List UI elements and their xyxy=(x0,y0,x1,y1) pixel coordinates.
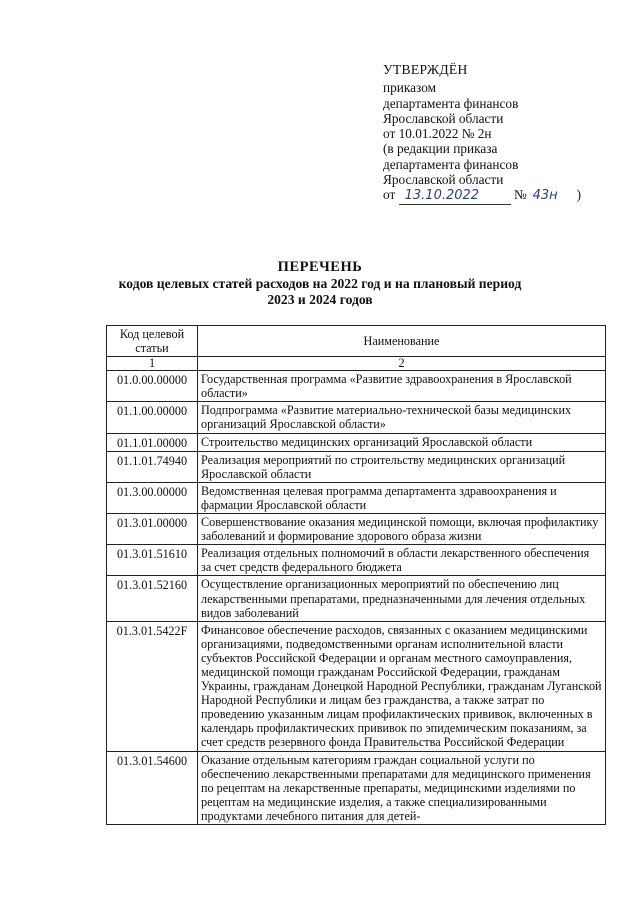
row-name: Строительство медицинских организаций Ярославской области xyxy=(198,433,606,451)
row-code: 01.3.01.52160 xyxy=(107,576,198,621)
row-code: 01.1.00.00000 xyxy=(107,402,198,433)
document-title xyxy=(100,258,540,308)
table-header-row xyxy=(107,326,606,357)
approval-amendment-line xyxy=(383,187,623,204)
table-row xyxy=(107,621,606,751)
column-number: 1 xyxy=(107,357,198,371)
table-row xyxy=(107,371,606,402)
approval-line: от 10.01.2022 № 2н xyxy=(383,126,492,142)
header-name: Наименование xyxy=(198,326,606,357)
table-row xyxy=(107,402,606,433)
row-code: 01.3.01.54600 xyxy=(107,751,198,824)
handwritten-date: 13.10.2022 xyxy=(399,188,511,204)
header-code: Код целевой статьи xyxy=(107,326,198,357)
approval-heading: УТВЕРЖДЁН xyxy=(383,62,468,77)
approval-line: приказом xyxy=(383,80,437,96)
handwritten-number: 43н xyxy=(532,188,558,204)
row-code: 01.3.00.00000 xyxy=(107,482,198,513)
title-subheading: кодов целевых статей расходов на 2022 год и на плановый период xyxy=(118,276,522,291)
row-name: Реализация мероприятий по строительству медицинских организаций Ярославской области xyxy=(198,451,606,482)
column-number-row xyxy=(107,357,606,371)
table-row xyxy=(107,451,606,482)
row-code: 01.3.01.5422F xyxy=(107,621,198,751)
row-code: 01.1.01.74940 xyxy=(107,451,198,482)
row-code: 01.1.01.00000 xyxy=(107,433,198,451)
row-name: Подпрограмма «Развитие материально-технической базы медицинских организаций Ярославской области» xyxy=(198,402,606,433)
table-row xyxy=(107,545,606,576)
table-row xyxy=(107,482,606,513)
column-number: 2 xyxy=(198,357,606,371)
amendment-from-label: от xyxy=(383,187,396,203)
row-code: 01.0.00.00000 xyxy=(107,371,198,402)
row-name: Ведомственная целевая программа департамента здравоохранения и фармации Ярославской области xyxy=(198,482,606,513)
row-name: Оказание отдельным категориям граждан социальной услуги по обеспечению лекарственными препаратами для медицинского применения по рецептам на лекарственные препараты, медицинскими изделиями по рецептам на медицинские изделия, а также специализированными продуктами лечебного питания для детей- xyxy=(198,751,606,824)
closing-paren: ) xyxy=(576,187,582,203)
table-row xyxy=(107,433,606,451)
title-years: 2023 и 2024 годов xyxy=(267,292,373,307)
row-name: Финансовое обеспечение расходов, связанных с оказанием медицинскими организациями, подведомственными органам исполнительной власти субъектов Российской Федерации и органам местного самоуправления, медицинской помощи гражданам Российской Федерации, гражданам Украины, гражданам Донецкой Народной Республики, гражданам Луганской Народной Республики и лицам без гражданства, а также затрат по проведению указанным лицам профилактических прививок, включенных в календарь профилактических прививок по эпидемическим показаниям, за счет средств резервного фонда Правительства Российской Федерации xyxy=(198,621,606,751)
row-name: Реализация отдельных полномочий в области лекарственного обеспечения за счет средств федерального бюджета xyxy=(198,545,606,576)
row-name: Государственная программа «Развитие здравоохранения в Ярославской области» xyxy=(198,371,606,402)
approval-stamp xyxy=(383,62,623,205)
approval-line: (в редакции приказа xyxy=(383,141,498,157)
approval-line: Ярославской области xyxy=(383,172,504,188)
table-row xyxy=(107,751,606,824)
row-name: Совершенствование оказания медицинской помощи, включая профилактику заболеваний и формирование здорового образа жизни xyxy=(198,514,606,545)
approval-line: департамента финансов xyxy=(383,156,519,172)
row-code: 01.3.01.51610 xyxy=(107,545,198,576)
row-name: Осуществление организационных мероприятий по обеспечению лиц лекарственными препаратами, предназначенными для лечения отдельных видов заболеваний xyxy=(198,576,606,621)
approval-line: Ярославской области xyxy=(383,110,504,126)
codes-table xyxy=(106,325,606,825)
table-row xyxy=(107,514,606,545)
table-row xyxy=(107,576,606,621)
row-code: 01.3.01.00000 xyxy=(107,514,198,545)
title-heading: ПЕРЕЧЕНЬ xyxy=(277,259,363,275)
approval-line: департамента финансов xyxy=(383,95,519,111)
amendment-number-label: № xyxy=(513,187,527,203)
